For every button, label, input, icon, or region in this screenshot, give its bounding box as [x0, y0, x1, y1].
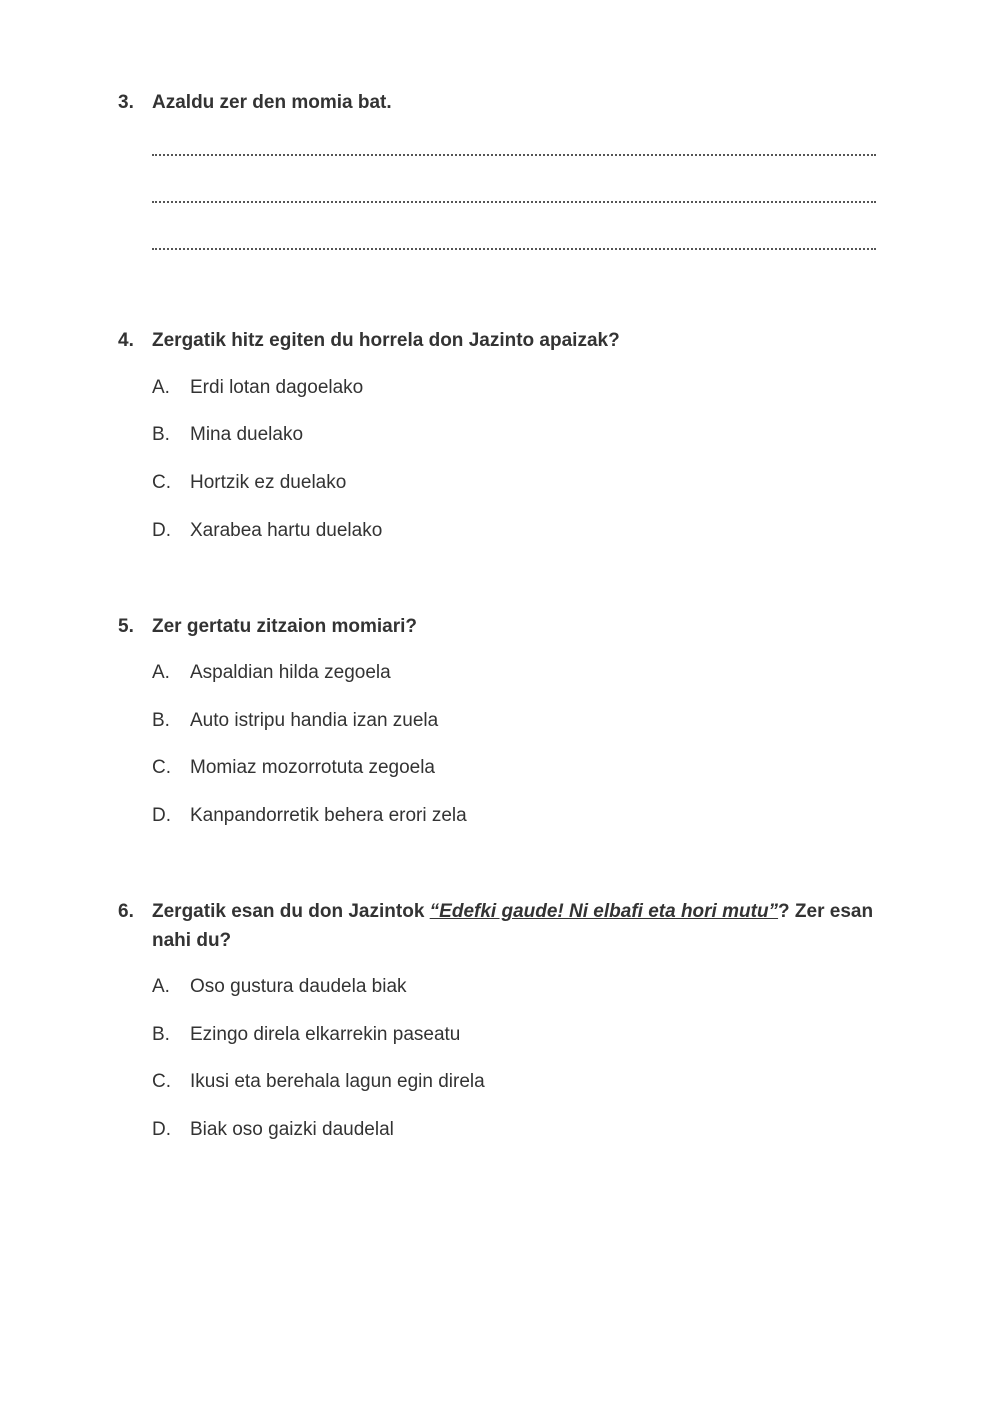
question-quote: “Edefki gaude! Ni elbafi eta hori mutu” — [429, 901, 779, 922]
option-5b[interactable] — [152, 709, 438, 733]
option-letter: D. — [152, 520, 171, 541]
option-5a[interactable] — [152, 661, 391, 685]
question-number: 6. — [118, 901, 134, 922]
option-text: Mina duelako — [190, 424, 304, 445]
option-6d[interactable] — [152, 1118, 394, 1142]
option-6b[interactable] — [152, 1023, 460, 1047]
option-4b[interactable] — [152, 423, 303, 447]
answer-line-1[interactable] — [152, 154, 876, 156]
option-letter: B. — [152, 424, 170, 445]
option-5c[interactable] — [152, 756, 435, 780]
question-text-after: ? Zer esan nahi du? — [152, 901, 874, 951]
question-number: 5. — [118, 616, 134, 637]
question-text: Azaldu zer den momia bat. — [152, 92, 392, 113]
option-6a[interactable] — [152, 975, 407, 999]
option-4c[interactable] — [152, 471, 346, 495]
option-letter: A. — [152, 662, 170, 683]
question-number: 4. — [118, 330, 134, 351]
option-letter: A. — [152, 976, 170, 997]
question-text-before: Zergatik esan du don Jazintok — [152, 901, 430, 922]
option-6c[interactable] — [152, 1070, 485, 1094]
answer-line-2[interactable] — [152, 201, 876, 203]
question-3-title — [118, 88, 888, 117]
question-3 — [118, 88, 888, 117]
option-letter: A. — [152, 377, 170, 398]
question-4 — [118, 326, 888, 355]
option-letter: C. — [152, 757, 171, 778]
option-letter: B. — [152, 1024, 170, 1045]
option-text: Erdi lotan dagoelako — [190, 377, 364, 398]
option-text: Xarabea hartu duelako — [190, 520, 383, 541]
option-text: Ikusi eta berehala lagun egin direla — [190, 1071, 485, 1092]
option-text: Ezingo direla elkarrekin paseatu — [190, 1024, 461, 1045]
option-5d[interactable] — [152, 804, 467, 828]
question-text — [152, 897, 888, 955]
question-text: Zer gertatu zitzaion momiari? — [152, 616, 417, 637]
question-text: Zergatik hitz egiten du horrela don Jazinto apaizak? — [152, 330, 620, 351]
question-6-title — [118, 897, 888, 955]
question-5 — [118, 612, 888, 641]
option-letter: D. — [152, 805, 171, 826]
option-text: Kanpandorretik behera erori zela — [190, 805, 467, 826]
question-4-title — [118, 326, 888, 355]
option-text: Auto istripu handia izan zuela — [190, 710, 439, 731]
option-letter: B. — [152, 710, 170, 731]
question-5-title — [118, 612, 888, 641]
option-text: Oso gustura daudela biak — [190, 976, 407, 997]
option-text: Momiaz mozorrotuta zegoela — [190, 757, 435, 778]
option-text: Hortzik ez duelako — [190, 472, 347, 493]
option-letter: C. — [152, 1071, 171, 1092]
question-number: 3. — [118, 92, 134, 113]
answer-line-3[interactable] — [152, 248, 876, 250]
option-letter: D. — [152, 1119, 171, 1140]
question-6 — [118, 897, 888, 955]
option-text: Aspaldian hilda zegoela — [190, 662, 391, 683]
option-letter: C. — [152, 472, 171, 493]
option-4d[interactable] — [152, 519, 382, 543]
option-4a[interactable] — [152, 376, 363, 400]
option-text: Biak oso gaizki daudelal — [190, 1119, 394, 1140]
